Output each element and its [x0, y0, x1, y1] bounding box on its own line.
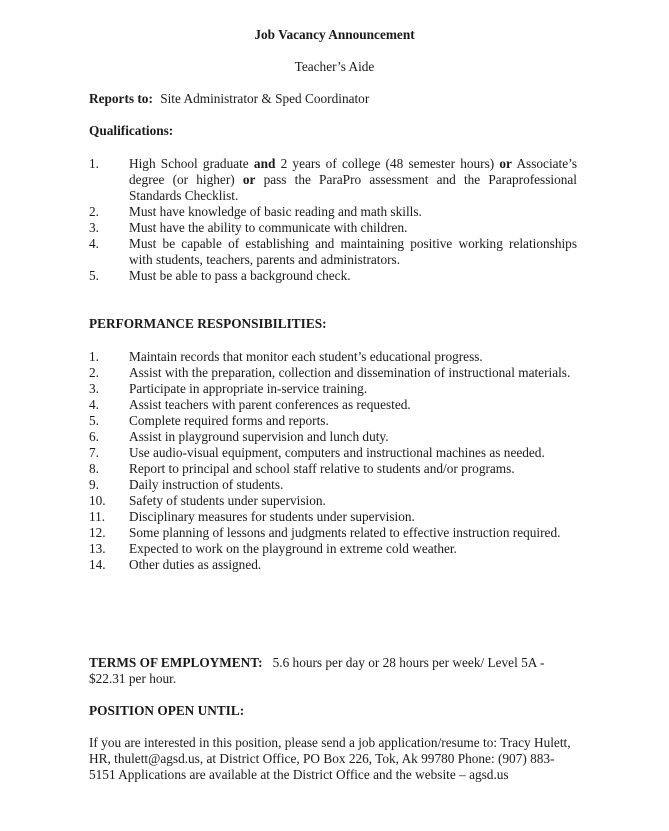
item-text: Must have the ability to communicate with children. [129, 220, 408, 235]
item-text: Participate in appropriate in-service training. [129, 381, 368, 396]
item-text: Must be capable of establishing and maintaining positive working relationships with students, teachers, parents and administrators. [129, 236, 577, 267]
item-number: 2. [89, 365, 99, 380]
qualifications-list [89, 156, 577, 284]
item-number: 11. [89, 509, 106, 524]
responsibility-item [89, 397, 577, 413]
item-number: 1. [89, 349, 99, 364]
item-text: High School graduate and 2 years of college (48 semester hours) or Associate’s degree (or higher) or pass the ParaPro assessment and the Paraprofessional Standards Checklist. [129, 156, 578, 203]
responsibility-item [89, 429, 577, 445]
qualification-item [89, 220, 577, 236]
reports-to [89, 91, 369, 107]
document-title: Job Vacancy Announcement [254, 27, 415, 42]
terms-label: TERMS OF EMPLOYMENT: [89, 655, 263, 670]
item-number: 14. [89, 557, 106, 572]
item-number: 8. [89, 461, 99, 476]
item-number: 13. [89, 541, 106, 556]
responsibility-item [89, 349, 577, 365]
item-text: Assist in playground supervision and lunch duty. [129, 429, 389, 444]
terms-text: 5.6 hours per day or 28 hours per week/ Level 5A - $22.31 per hour. [89, 655, 545, 686]
responsibilities-list [89, 349, 577, 573]
contact-paragraph: If you are interested in this position, please send a job application/resume to: Tracy Hulett, HR, thulett@agsd.us, at District Office, PO Box 226, Tok, Ak 99780 Phone: (907) 883-5151 Applications are available at the District Office and the website – agsd.us [89, 735, 571, 782]
position-open-heading: POSITION OPEN UNTIL: [89, 703, 245, 718]
responsibility-item [89, 509, 577, 525]
item-text: Assist with the preparation, collection and dissemination of instructional materials. [129, 365, 571, 380]
item-text: Must be able to pass a background check. [129, 268, 351, 283]
item-number: 3. [89, 381, 99, 396]
item-text: Expected to work on the playground in extreme cold weather. [129, 541, 457, 556]
qualification-item [89, 156, 577, 204]
responsibility-item [89, 557, 577, 573]
responsibility-item [89, 413, 577, 429]
item-number: 4. [89, 236, 99, 251]
item-number: 7. [89, 445, 99, 460]
item-number: 12. [89, 525, 106, 540]
responsibility-item [89, 493, 577, 509]
responsibility-item [89, 461, 577, 477]
responsibilities-heading: PERFORMANCE RESPONSIBILITIES: [89, 316, 327, 331]
item-text: Some planning of lessons and judgments related to effective instruction required. [129, 525, 561, 540]
reports-to-value: Site Administrator & Sped Coordinator [160, 91, 370, 106]
item-text: Safety of students under supervision. [129, 493, 326, 508]
item-number: 2. [89, 204, 99, 219]
qualifications-heading: Qualifications: [89, 123, 174, 138]
item-text: Use audio-visual equipment, computers and instructional machines as needed. [129, 445, 545, 460]
terms-of-employment [89, 655, 577, 687]
item-number: 6. [89, 429, 99, 444]
item-text: Complete required forms and reports. [129, 413, 329, 428]
responsibility-item [89, 541, 577, 557]
item-number: 10. [89, 493, 106, 508]
item-number: 5. [89, 268, 99, 283]
item-number: 9. [89, 477, 99, 492]
item-number: 1. [89, 156, 99, 171]
item-number: 4. [89, 397, 99, 412]
item-text: Disciplinary measures for students under supervision. [129, 509, 415, 524]
item-text: Assist teachers with parent conferences as requested. [129, 397, 411, 412]
qualification-item [89, 204, 577, 220]
responsibility-item [89, 381, 577, 397]
responsibility-item [89, 525, 577, 541]
qualification-item [89, 268, 577, 284]
item-text: Report to principal and school staff relative to students and/or programs. [129, 461, 515, 476]
responsibility-item [89, 365, 577, 381]
responsibility-item [89, 477, 577, 493]
reports-to-label: Reports to: [89, 91, 153, 106]
item-text: Daily instruction of students. [129, 477, 284, 492]
qualification-item [89, 236, 577, 268]
item-text: Must have knowledge of basic reading and math skills. [129, 204, 422, 219]
responsibility-item [89, 445, 577, 461]
item-number: 5. [89, 413, 99, 428]
item-text: Other duties as assigned. [129, 557, 262, 572]
item-number: 3. [89, 220, 99, 235]
job-title: Teacher’s Aide [294, 59, 375, 74]
item-text: Maintain records that monitor each student’s educational progress. [129, 349, 483, 364]
